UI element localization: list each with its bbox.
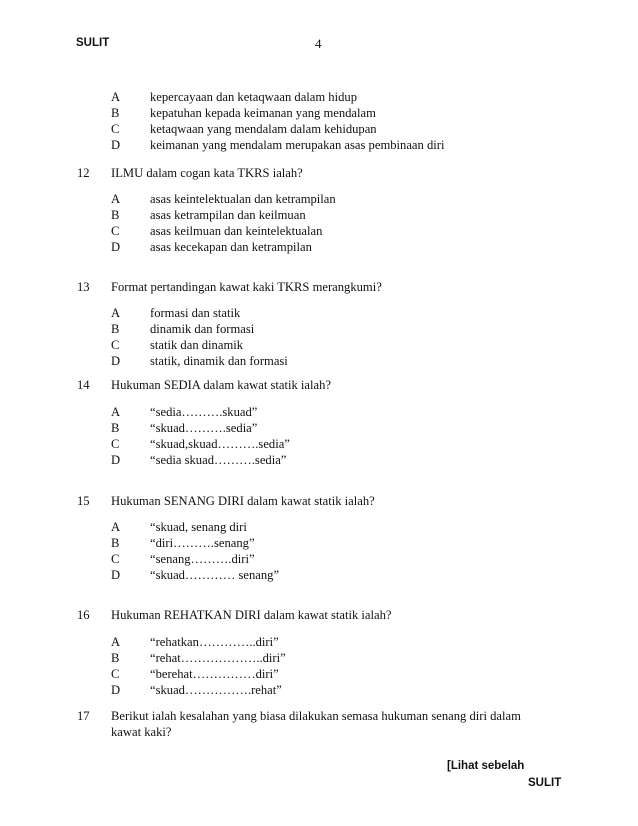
option-row: [0, 192, 638, 208]
option-row: [0, 208, 638, 224]
option-letter: C: [111, 338, 120, 352]
option-row: [0, 106, 638, 122]
question-text: Format pertandingan kawat kaki TKRS merangkumi?: [111, 280, 382, 294]
option-row: [0, 568, 638, 584]
option-text: asas kecekapan dan ketrampilan: [150, 240, 312, 254]
option-row: [0, 421, 638, 437]
footer-sulit: SULIT: [528, 777, 562, 789]
question-number: 17: [77, 709, 90, 723]
option-letter: B: [111, 208, 120, 222]
question-row: [0, 378, 638, 394]
option-text: “skuad…………….rehat”: [150, 683, 282, 697]
question-number: 13: [77, 280, 90, 294]
option-text: “berehat……………diri”: [150, 667, 279, 681]
option-text: kepatuhan kepada keimanan yang mendalam: [150, 106, 376, 120]
option-row: [0, 651, 638, 667]
option-text: “rehatkan…………..diri”: [150, 635, 279, 649]
option-letter: A: [111, 520, 121, 534]
question-text: Berikut ialah kesalahan yang biasa dilakukan semasa hukuman senang diri dalam: [111, 709, 521, 723]
option-text: asas ketrampilan dan keilmuan: [150, 208, 306, 222]
option-row: [0, 338, 638, 354]
option-text: asas keintelektualan dan ketrampilan: [150, 192, 336, 206]
option-text: “skuad……….sedia”: [150, 421, 258, 435]
option-letter: B: [111, 106, 120, 120]
option-text: “skuad………… senang”: [150, 568, 280, 582]
option-letter: C: [111, 667, 120, 681]
question-text: ILMU dalam cogan kata TKRS ialah?: [111, 166, 303, 180]
question-number: 16: [77, 608, 90, 622]
option-text: “sedia skuad……….sedia”: [150, 453, 287, 467]
option-letter: A: [111, 306, 121, 320]
option-letter: B: [111, 536, 120, 550]
header-sulit: SULIT: [76, 37, 110, 49]
option-letter: C: [111, 224, 120, 238]
option-letter: C: [111, 552, 120, 566]
option-letter: C: [111, 122, 120, 136]
option-text: statik, dinamik dan formasi: [150, 354, 288, 368]
option-letter: A: [111, 635, 121, 649]
question-row-continued: [0, 725, 638, 741]
question-number: 12: [77, 166, 90, 180]
option-row: [0, 405, 638, 421]
option-text: “rehat………………..diri”: [150, 651, 286, 665]
option-row: [0, 552, 638, 568]
option-row: [0, 122, 638, 138]
option-letter: A: [111, 405, 121, 419]
option-text: keimanan yang mendalam merupakan asas pembinaan diri: [150, 138, 445, 152]
option-letter: B: [111, 651, 120, 665]
option-letter: D: [111, 453, 121, 467]
option-row: [0, 536, 638, 552]
option-row: [0, 683, 638, 699]
option-letter: A: [111, 90, 121, 104]
option-letter: B: [111, 421, 120, 435]
option-text: “skuad,skuad……….sedia”: [150, 437, 290, 451]
option-row: [0, 322, 638, 338]
question-row: [0, 166, 638, 182]
option-letter: C: [111, 437, 120, 451]
option-text: “diri……….senang”: [150, 536, 255, 550]
question-text: Hukuman SEDIA dalam kawat statik ialah?: [111, 378, 331, 392]
option-row: [0, 453, 638, 469]
option-text: “sedia……….skuad”: [150, 405, 258, 419]
page-number: 4: [315, 36, 322, 51]
option-row: [0, 437, 638, 453]
option-text: formasi dan statik: [150, 306, 241, 320]
footer-lihat-sebelah: [Lihat sebelah: [447, 760, 525, 772]
option-letter: D: [111, 138, 121, 152]
option-letter: B: [111, 322, 120, 336]
option-row: [0, 354, 638, 370]
option-letter: A: [111, 192, 121, 206]
question-text: Hukuman SENANG DIRI dalam kawat statik ialah?: [111, 494, 375, 508]
option-text: dinamik dan formasi: [150, 322, 255, 336]
question-number: 15: [77, 494, 90, 508]
option-row: [0, 306, 638, 322]
option-row: [0, 635, 638, 651]
option-text: kepercayaan dan ketaqwaan dalam hidup: [150, 90, 357, 104]
option-row: [0, 90, 638, 106]
option-text: statik dan dinamik: [150, 338, 244, 352]
option-text: “senang……….diri”: [150, 552, 255, 566]
option-row: [0, 224, 638, 240]
option-letter: D: [111, 683, 121, 697]
question-text: Hukuman REHATKAN DIRI dalam kawat statik ialah?: [111, 608, 392, 622]
option-row: [0, 240, 638, 256]
option-row: [0, 138, 638, 154]
option-text: ketaqwaan yang mendalam dalam kehidupan: [150, 122, 377, 136]
option-text: “skuad, senang diri: [150, 520, 247, 534]
question-row: [0, 494, 638, 510]
question-text-continued: kawat kaki?: [111, 725, 172, 739]
option-row: [0, 520, 638, 536]
question-row: [0, 709, 638, 725]
question-row: [0, 608, 638, 624]
option-text: asas keilmuan dan keintelektualan: [150, 224, 323, 238]
option-row: [0, 667, 638, 683]
question-number: 14: [77, 378, 90, 392]
option-letter: D: [111, 354, 121, 368]
question-row: [0, 280, 638, 296]
option-letter: D: [111, 240, 121, 254]
option-letter: D: [111, 568, 121, 582]
